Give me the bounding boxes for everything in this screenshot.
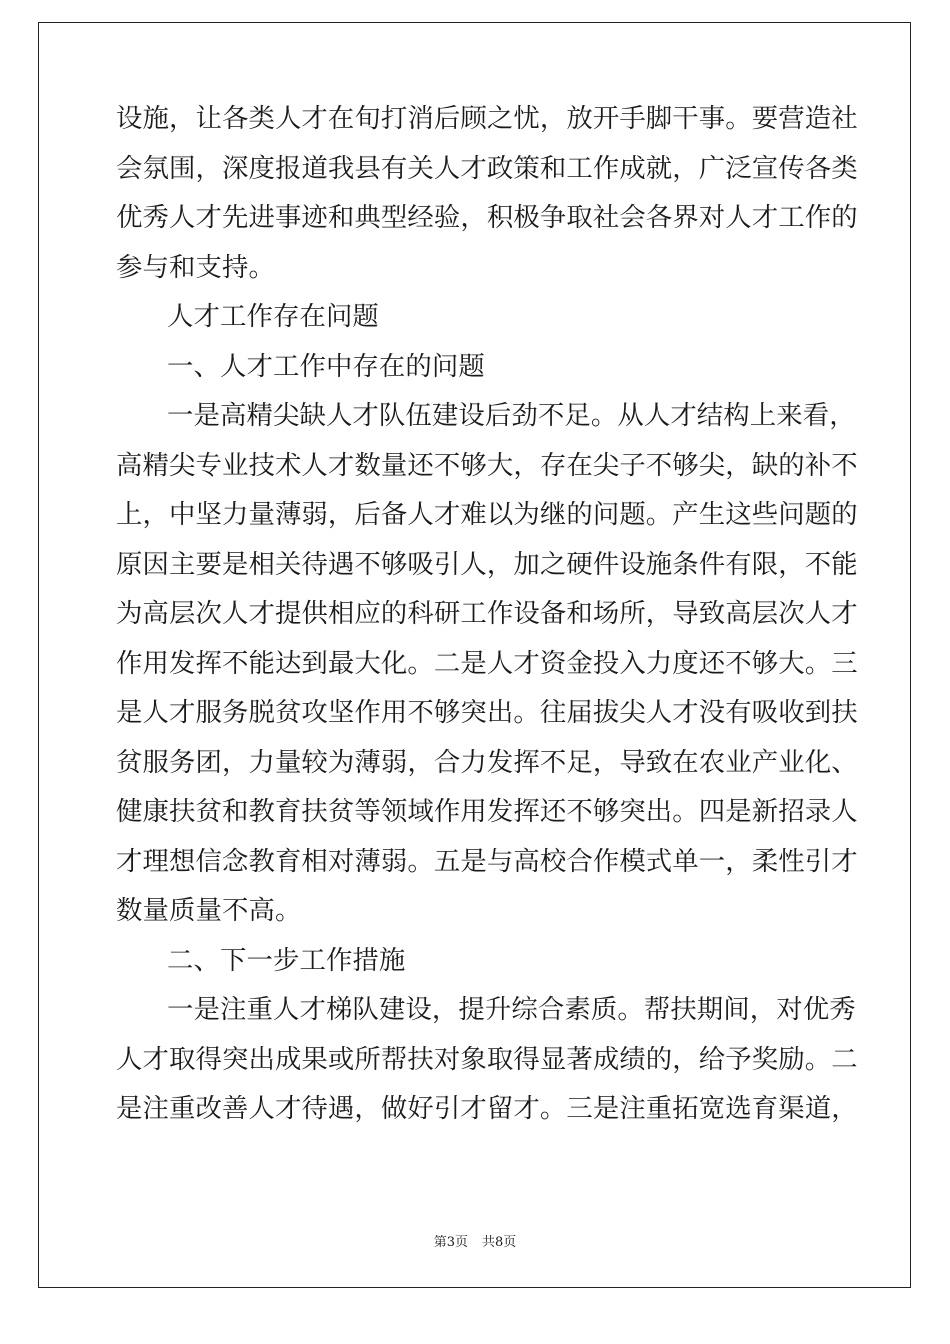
text-line: 是人才服务脱贫攻坚作用不够突出。往届拔尖人才没有吸收到扶 — [116, 697, 858, 728]
document-body — [116, 94, 858, 1134]
text-line: 数量质量不高。 — [116, 895, 302, 926]
text-line: 作用发挥不能达到最大化。二是人才资金投入力度还不够大。三 — [116, 647, 858, 679]
text-line: 参与和支持。 — [116, 251, 275, 283]
paragraph-start: 一是注重人才梯队建设，提升综合素质。帮扶期间，对优秀 — [167, 994, 856, 1025]
section-title: 人才工作存在问题 — [167, 301, 379, 332]
section-heading: 一、人才工作中存在的问题 — [167, 350, 485, 382]
page-number-current: 第3页 — [433, 1235, 468, 1250]
text-line: 原因主要是相关待遇不够吸引人，加之硬件设施条件有限，不能 — [116, 548, 858, 580]
text-line: 才理想信念教育相对薄弱。五是与高校合作模式单一，柔性引才 — [116, 845, 858, 877]
text-line: 是注重改善人才待遇，做好引才留才。三是注重拓宽选育渠道， — [116, 1093, 858, 1124]
page-footer — [0, 1235, 950, 1251]
text-line: 上，中坚力量薄弱，后备人才难以为继的问题。产生这些问题的 — [116, 499, 858, 530]
text-line: 贫服务团，力量较为薄弱，合力发挥不足，导致在农业产业化、 — [116, 746, 858, 778]
text-line: 健康扶贫和教育扶贫等领域作用发挥还不够突出。四是新招录人 — [116, 796, 858, 827]
text-line: 为高层次人才提供相应的科研工作设备和场所，导致高层次人才 — [116, 598, 858, 629]
text-line: 人才取得突出成果或所帮扶对象取得显著成绩的，给予奖励。二 — [116, 1043, 858, 1075]
section-heading: 二、下一步工作措施 — [167, 944, 406, 976]
page-number-total: 共8页 — [482, 1235, 517, 1250]
text-line: 会氛围，深度报道我县有关人才政策和工作成就，广泛宣传各类 — [116, 152, 858, 184]
text-line: 高精尖专业技术人才数量还不够大，存在尖子不够尖，缺的补不 — [116, 449, 858, 481]
text-line: 设施，让各类人才在旬打消后顾之忧，放开手脚干事。要营造社 — [116, 103, 858, 134]
text-line: 优秀人才先进事迹和典型经验，积极争取社会各界对人才工作的 — [116, 202, 858, 233]
paragraph-start: 一是高精尖缺人才队伍建设后劲不足。从人才结构上来看， — [167, 400, 856, 431]
